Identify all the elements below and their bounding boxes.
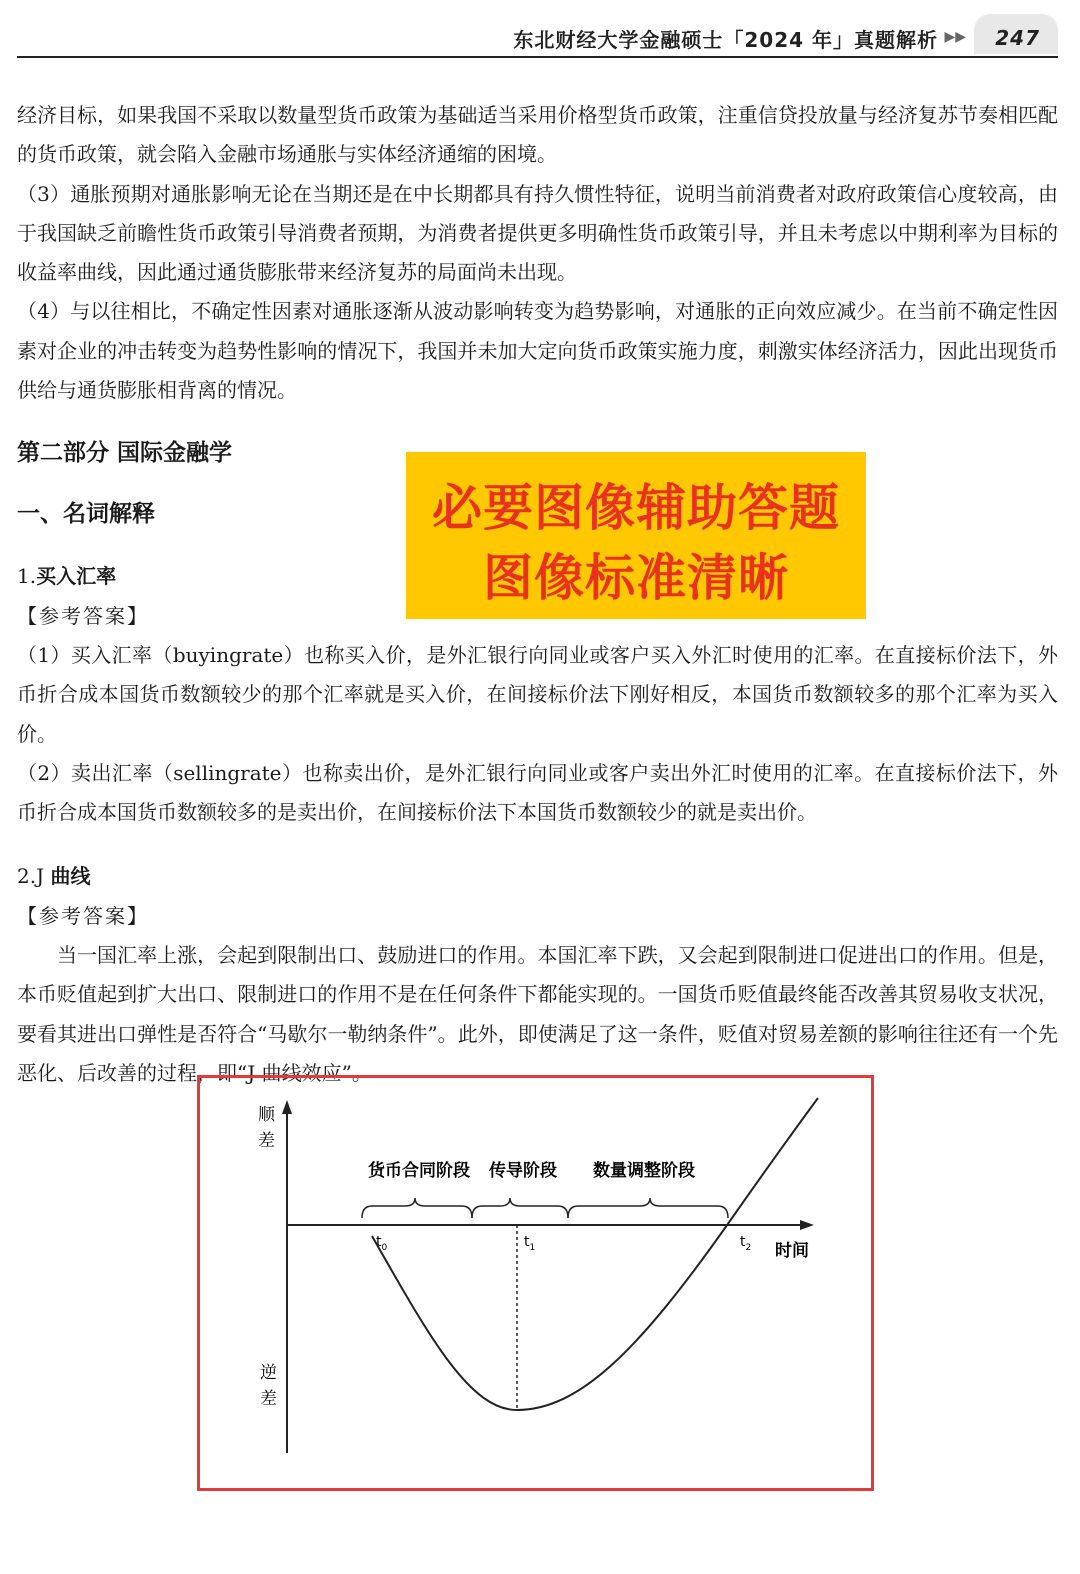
j-curve-figure-frame	[197, 1075, 874, 1491]
banner-line-2: 图像标准清晰	[483, 549, 789, 607]
term-1-heading	[17, 560, 116, 589]
term-2-answer	[17, 936, 1058, 1093]
term-1-answer	[17, 636, 1058, 832]
section-title: 一、名词解释	[17, 501, 155, 527]
page-number-tab	[974, 14, 1058, 54]
paragraph-economic-target: 经济目标，如果我国不采取以数量型货币政策为基础适当采用价格型货币政策，注重信贷投放量与经济复苏节奏相匹配的货币政策，就会陷入金融市场通胀与实体经济通缩的困境。	[17, 103, 1058, 167]
part-title: 第二部分 国际金融学	[17, 440, 233, 466]
term-1-number: 1.	[17, 564, 37, 588]
term-2-answer-label: 【参考答案】	[17, 904, 149, 928]
brace-stage-3	[568, 1198, 728, 1218]
term-2-number: 2.J	[17, 864, 45, 888]
point-label-t0: $t_0$	[376, 1234, 388, 1253]
y-top-label-2: 差	[258, 1131, 275, 1151]
page-number: 247	[995, 26, 1040, 50]
brace-stage-2	[472, 1198, 568, 1218]
term-1-paragraph-1: （1）买入汇率（buyingrate）也称买入价，是外汇银行向同业或客户买入外汇时使用的汇率。在直接标价法下，外币折合成本国货币数额较少的那个汇率就是买入价，在间接标价法下刚好相反，本国货币数额较多的那个汇率为买入价。	[17, 643, 1058, 746]
header-arrow-icon: ▶▶	[944, 29, 966, 45]
y-top-label-1: 顺	[258, 1105, 275, 1125]
banner-line-1: 必要图像辅助答题	[432, 479, 840, 537]
term-2-heading	[17, 860, 90, 889]
term-2-name: 曲线	[50, 864, 91, 888]
stage-label-2: 传导阶段	[489, 1161, 557, 1181]
x-axis-arrow-icon	[800, 1220, 814, 1230]
paragraph-point-3: （3）通胀预期对通胀影响无论在当期还是在中长期都具有持久惯性特征，说明当前消费者对政府政策信心度较高，由于我国缺乏前瞻性货币政策引导消费者预期，为消费者提供更多明确性货币政策引导，并且未考虑以中期利率为目标的收益率曲线，因此通过通货膨胀带来经济复苏的局面尚未出现。	[17, 181, 1058, 285]
promo-banner	[406, 452, 866, 619]
stage-label-1: 货币合同阶段	[368, 1161, 470, 1181]
paragraph-point-4: （4）与以往相比，不确定性因素对通胀逐渐从波动影响转变为趋势影响，对通胀的正向效应减少。在当前不确定性因素对企业的冲击转变为趋势性影响的情况下，我国并未加大定向货币政策实施力度，刺激实体经济活力，因此出现货币供给与通货膨胀相背离的情况。	[17, 299, 1058, 403]
y-axis-arrow-icon	[282, 1100, 292, 1114]
stage-label-3: 数量调整阶段	[593, 1161, 695, 1181]
top-paragraphs	[17, 96, 1058, 410]
x-axis-label: 时间	[775, 1241, 809, 1261]
header-title: 东北财经大学金融硕士「2024 年」真题解析	[513, 28, 938, 52]
point-label-t2: $t_2$	[740, 1234, 752, 1253]
j-curve-diagram	[200, 1078, 871, 1488]
term-2-paragraph: 当一国汇率上涨，会起到限制出口、鼓励进口的作用。本国汇率下跌，又会起到限制进口促进出口的作用。但是，本币贬值起到扩大出口、限制进口的作用不是在任何条件下都能实现的。一国货币贬值最终能否改善其贸易收支状况，要看其进出口弹性是否符合“马歇尔一勒纳条件”。此外，即使满足了这一条件，贬值对贸易差额的影响往往还有一个先恶化、后改善的过程，即“J 曲线效应”。	[17, 943, 1058, 1085]
term-1-name: 买入汇率	[36, 564, 117, 588]
page-header	[17, 10, 1058, 58]
j-curve-line	[372, 1098, 818, 1410]
y-bottom-label-1: 逆	[260, 1363, 277, 1383]
y-bottom-label-2: 差	[260, 1389, 277, 1409]
point-label-t1: $t_1$	[524, 1234, 536, 1253]
term-1-paragraph-2: （2）卖出汇率（sellingrate）也称卖出价，是外汇银行向同业或客户卖出外汇时使用的汇率。在直接标价法下，外币折合成本国货币数额较多的是卖出价，在间接标价法下本国货币数额较少的就是卖出价。	[17, 760, 1058, 825]
brace-stage-1	[362, 1198, 472, 1218]
term-1-answer-label: 【参考答案】	[17, 604, 149, 628]
